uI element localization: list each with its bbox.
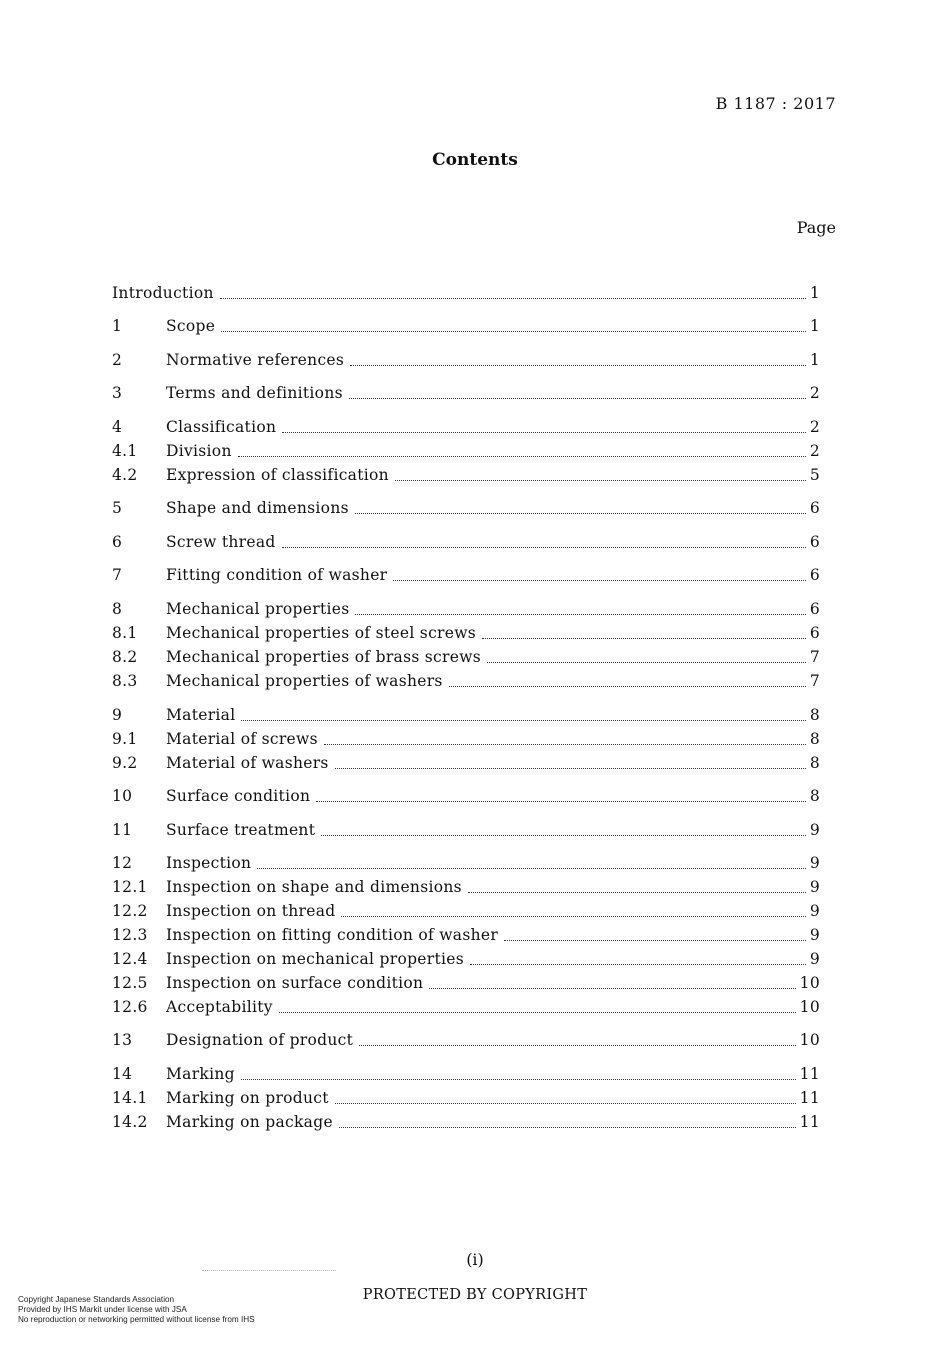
toc-leader-dots [339, 1127, 796, 1128]
toc-leader-dots [349, 398, 806, 399]
toc-leader-dots [341, 916, 805, 917]
toc-section-title: Surface condition [166, 787, 311, 805]
toc-section-title: Normative references [166, 351, 345, 369]
toc-entry[interactable] [112, 646, 820, 668]
toc-page-number: 1 [809, 351, 820, 369]
toc-leader-dots [279, 1012, 796, 1013]
toc-section-title: Material of washers [166, 754, 329, 772]
toc-section-number: 9.1 [112, 730, 138, 748]
toc-page-number: 8 [809, 754, 820, 772]
toc-entry[interactable] [112, 531, 820, 553]
toc-section-number: 14.2 [112, 1113, 148, 1131]
toc-leader-dots [321, 835, 806, 836]
toc-entry[interactable] [112, 924, 820, 946]
toc-section-title: Material [166, 706, 236, 724]
toc-page-number: 8 [809, 787, 820, 805]
toc-section-title: Shape and dimensions [166, 499, 349, 517]
toc-leader-dots [355, 614, 805, 615]
toc-section-number: 12 [112, 854, 133, 872]
toc-section-number: 12.1 [112, 878, 148, 896]
toc-entry[interactable] [112, 876, 820, 898]
toc-section-number: 4.2 [112, 466, 138, 484]
toc-section-title: Acceptability [166, 998, 273, 1016]
toc-entry[interactable] [112, 598, 820, 620]
toc-leader-dots [282, 432, 806, 433]
toc-leader-dots [282, 547, 806, 548]
copyright-line: No reproduction or networking permitted without license from IHS [18, 1315, 255, 1324]
toc-section-title: Inspection [166, 854, 252, 872]
toc-page-number: 11 [799, 1089, 820, 1107]
toc-page-number: 9 [809, 950, 820, 968]
toc-leader-dots [487, 662, 806, 663]
toc-section-title: Classification [166, 418, 277, 436]
toc-entry[interactable] [112, 315, 820, 337]
toc-page-number: 9 [809, 878, 820, 896]
toc-section-title: Introduction [112, 284, 214, 302]
toc-leader-dots [355, 513, 806, 514]
toc-section-number: 13 [112, 1031, 133, 1049]
toc-page-number: 5 [809, 466, 820, 484]
toc-section-title: Marking on product [166, 1089, 329, 1107]
toc-leader-dots [350, 365, 806, 366]
toc-section-title: Designation of product [166, 1031, 354, 1049]
toc-section-number: 11 [112, 821, 133, 839]
copyright-line: Provided by IHS Markit under license with JSA [18, 1305, 187, 1314]
toc-leader-dots [241, 1079, 796, 1080]
toc-section-number: 3 [112, 384, 123, 402]
toc-section-number: 9.2 [112, 754, 138, 772]
toc-section-title: Mechanical properties of washers [166, 672, 443, 690]
toc-section-title: Fitting condition of washer [166, 566, 388, 584]
toc-leader-dots [324, 744, 806, 745]
toc-leader-dots [504, 940, 806, 941]
toc-section-number: 12.2 [112, 902, 148, 920]
toc-page-number: 10 [799, 1031, 820, 1049]
toc-leader-dots [238, 456, 806, 457]
toc-leader-dots [395, 480, 806, 481]
toc-section-number: 9 [112, 706, 123, 724]
toc-section-title: Screw thread [166, 533, 276, 551]
toc-entry[interactable] [112, 972, 820, 994]
toc-page-number: 8 [809, 706, 820, 724]
toc-section-number: 4 [112, 418, 123, 436]
toc-section-number: 14 [112, 1065, 133, 1083]
toc-section-title: Terms and definitions [166, 384, 343, 402]
page-title: Contents [432, 150, 518, 170]
copyright-line: Copyright Japanese Standards Association [18, 1295, 175, 1304]
toc-entry[interactable] [112, 1111, 820, 1133]
toc-section-title: Material of screws [166, 730, 318, 748]
copyright-block [18, 1295, 255, 1325]
toc-page-number: 9 [809, 926, 820, 944]
toc-page-number: 2 [809, 418, 820, 436]
toc-leader-dots [393, 580, 805, 581]
toc-entry[interactable] [112, 282, 820, 304]
toc-section-number: 2 [112, 351, 123, 369]
toc-section-number: 12.3 [112, 926, 148, 944]
toc-entry[interactable] [112, 948, 820, 970]
toc-section-number: 8 [112, 600, 123, 618]
toc-section-title: Mechanical properties of brass screws [166, 648, 482, 666]
toc-section-title: Surface treatment [166, 821, 316, 839]
toc-entry[interactable] [112, 1063, 820, 1085]
toc-section-number: 12.6 [112, 998, 148, 1016]
toc-leader-dots [359, 1045, 796, 1046]
toc-page-number: 2 [809, 384, 820, 402]
toc-entry[interactable] [112, 1087, 820, 1109]
toc-section-title: Inspection on shape and dimensions [166, 878, 462, 896]
toc-page-number: 6 [809, 566, 820, 584]
toc-entry[interactable] [112, 416, 820, 438]
toc-page-number: 6 [809, 533, 820, 551]
toc-entry[interactable] [112, 670, 820, 692]
toc-leader-dots [221, 331, 806, 332]
toc-section-number: 6 [112, 533, 123, 551]
toc-entry[interactable] [112, 497, 820, 519]
toc-entry[interactable] [112, 819, 820, 841]
toc-entry[interactable] [112, 382, 820, 404]
page-column-label: Page [796, 218, 836, 237]
toc-page-number: 11 [799, 1113, 820, 1131]
toc-section-title: Scope [166, 317, 216, 335]
toc-entry[interactable] [112, 1029, 820, 1051]
toc-entry[interactable] [112, 852, 820, 874]
toc-section-title: Inspection on mechanical properties [166, 950, 465, 968]
toc-page-number: 1 [809, 317, 820, 335]
toc-section-number: 4.1 [112, 442, 138, 460]
toc-page-number: 1 [809, 284, 820, 302]
toc-page-number: 11 [799, 1065, 820, 1083]
toc-entry[interactable] [112, 440, 820, 462]
toc-page-number: 6 [809, 499, 820, 517]
toc-section-number: 8.2 [112, 648, 138, 666]
toc-entry[interactable] [112, 704, 820, 726]
toc-leader-dots [316, 801, 806, 802]
toc-page-number: 7 [809, 672, 820, 690]
toc-section-number: 8.1 [112, 624, 138, 642]
toc-leader-dots [241, 720, 805, 721]
toc-entry[interactable] [112, 785, 820, 807]
toc-page-number: 10 [799, 998, 820, 1016]
toc-leader-dots [335, 1103, 796, 1104]
toc-section-title: Mechanical properties [166, 600, 350, 618]
toc-section-number: 7 [112, 566, 123, 584]
toc-page-number: 10 [799, 974, 820, 992]
toc-section-number: 1 [112, 317, 123, 335]
toc-leader-dots [449, 686, 806, 687]
toc-leader-dots [482, 638, 806, 639]
toc-page-number: 9 [809, 854, 820, 872]
toc-section-title: Mechanical properties of steel screws [166, 624, 477, 642]
toc-section-title: Division [166, 442, 232, 460]
page-folio: (i) [466, 1250, 484, 1269]
toc-page-number: 6 [809, 624, 820, 642]
toc-page-number: 7 [809, 648, 820, 666]
toc-section-number: 8.3 [112, 672, 138, 690]
toc-leader-dots [470, 964, 806, 965]
toc-section-title: Inspection on thread [166, 902, 336, 920]
standard-number: B 1187 : 2017 [715, 94, 836, 113]
toc-entry[interactable] [112, 349, 820, 371]
toc-entry[interactable] [112, 752, 820, 774]
toc-entry[interactable] [112, 564, 820, 586]
toc-leader-dots [468, 892, 806, 893]
toc-section-title: Inspection on fitting condition of washer [166, 926, 499, 944]
toc-page-number: 9 [809, 902, 820, 920]
toc-section-number: 12.5 [112, 974, 148, 992]
toc-page-number: 9 [809, 821, 820, 839]
protected-notice: PROTECTED BY COPYRIGHT [362, 1287, 588, 1303]
toc-section-title: Expression of classification [166, 466, 389, 484]
toc-page-number: 8 [809, 730, 820, 748]
toc-entry[interactable] [112, 996, 820, 1018]
toc-entry[interactable] [112, 622, 820, 644]
toc-section-number: 10 [112, 787, 133, 805]
toc-leader-dots [335, 768, 806, 769]
toc-section-number: 12.4 [112, 950, 148, 968]
toc-section-title: Marking on package [166, 1113, 333, 1131]
toc-leader-dots [220, 298, 806, 299]
toc-leader-dots [429, 988, 795, 989]
toc-entry[interactable] [112, 900, 820, 922]
scan-artifact-line [202, 1270, 336, 1271]
toc-section-title: Inspection on surface condition [166, 974, 424, 992]
toc-entry[interactable] [112, 728, 820, 750]
toc-section-number: 5 [112, 499, 123, 517]
toc-section-title: Marking [166, 1065, 235, 1083]
toc-leader-dots [257, 868, 805, 869]
toc-section-number: 14.1 [112, 1089, 148, 1107]
toc-page-number: 6 [809, 600, 820, 618]
toc-entry[interactable] [112, 464, 820, 486]
toc-page-number: 2 [809, 442, 820, 460]
